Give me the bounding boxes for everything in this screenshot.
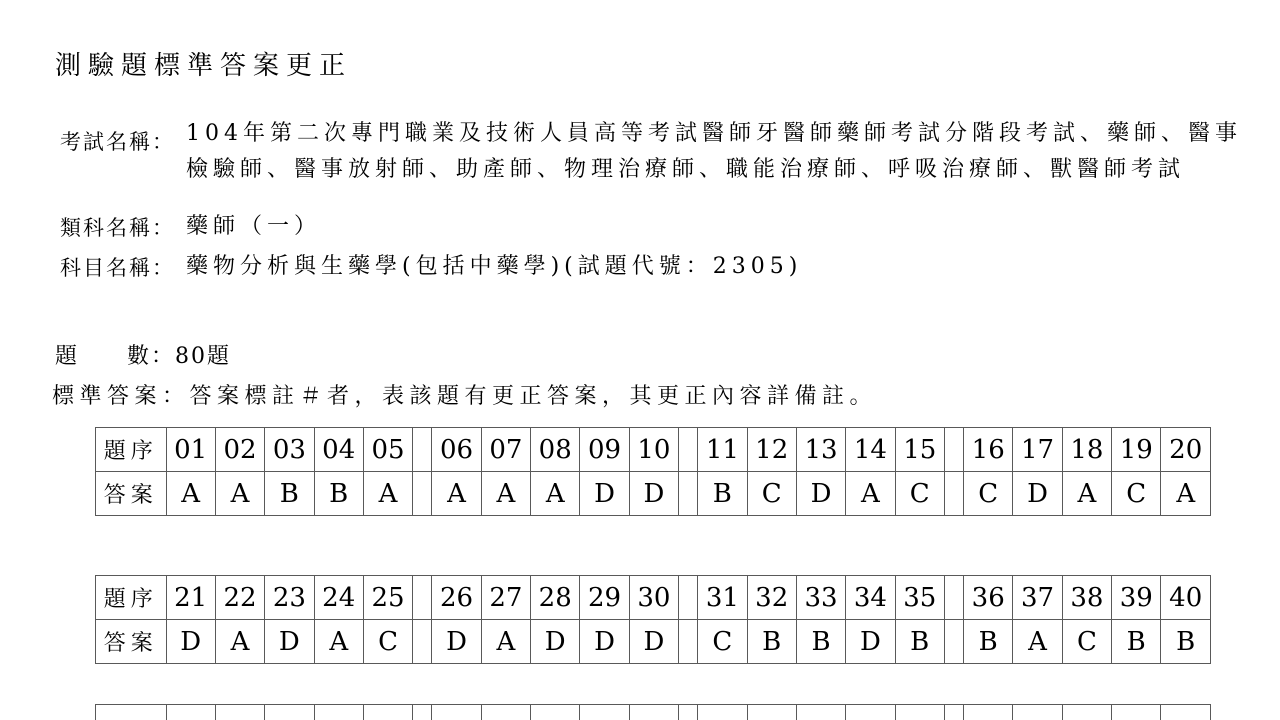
- question-number-cell: [796, 705, 845, 720]
- question-number-cell: [964, 705, 1013, 720]
- question-number-cell: 20: [1161, 428, 1211, 472]
- group-spacer: [944, 428, 963, 472]
- question-number-cell: 28: [531, 576, 580, 620]
- question-number-cell: [1062, 705, 1111, 720]
- question-number-cell: 29: [580, 576, 629, 620]
- question-number-cell: [846, 705, 895, 720]
- question-number-cell: 23: [265, 576, 314, 620]
- question-row-label: 題序: [96, 428, 167, 472]
- question-number-cell: [265, 705, 314, 720]
- answer-cell: C: [747, 472, 796, 516]
- question-number-cell: [698, 705, 747, 720]
- question-number-cell: 13: [796, 428, 845, 472]
- group-spacer: [413, 620, 432, 664]
- question-number-cell: [363, 705, 412, 720]
- question-number-cell: 02: [215, 428, 264, 472]
- question-number-cell: 37: [1013, 576, 1062, 620]
- group-spacer: [413, 705, 432, 720]
- answer-row-label: 答案: [96, 472, 167, 516]
- group-spacer: [679, 576, 698, 620]
- answer-cell: D: [580, 472, 629, 516]
- group-spacer: [413, 472, 432, 516]
- question-number-cell: 19: [1112, 428, 1161, 472]
- question-number-cell: [432, 705, 481, 720]
- question-number-cell: 11: [698, 428, 747, 472]
- answer-cell: B: [265, 472, 314, 516]
- group-spacer: [679, 620, 698, 664]
- answer-cell: A: [531, 472, 580, 516]
- question-number-row: [96, 428, 1211, 472]
- question-number-cell: 05: [363, 428, 412, 472]
- answer-cell: D: [432, 620, 481, 664]
- answer-cell: D: [531, 620, 580, 664]
- category-name-value: 藥師（一）: [186, 214, 322, 239]
- question-number-cell: 01: [166, 428, 215, 472]
- question-count-label: 題 數：: [55, 344, 176, 369]
- question-number-cell: [747, 705, 796, 720]
- answer-cell: D: [166, 620, 215, 664]
- question-number-cell: 09: [580, 428, 629, 472]
- answer-cell: B: [747, 620, 796, 664]
- question-number-cell: [481, 705, 530, 720]
- group-spacer: [944, 576, 963, 620]
- answer-cell: D: [846, 620, 895, 664]
- question-number-cell: [1112, 705, 1161, 720]
- question-number-cell: 22: [215, 576, 264, 620]
- question-number-cell: 10: [629, 428, 678, 472]
- group-spacer: [413, 428, 432, 472]
- question-number-cell: 25: [363, 576, 412, 620]
- question-row-label: [96, 705, 167, 720]
- question-number-cell: [629, 705, 678, 720]
- answer-cell: D: [629, 620, 678, 664]
- question-number-cell: 12: [747, 428, 796, 472]
- group-spacer: [679, 428, 698, 472]
- answer-row-label: 答案: [96, 620, 167, 664]
- question-number-cell: [215, 705, 264, 720]
- question-number-cell: 16: [964, 428, 1013, 472]
- question-number-cell: [1013, 705, 1062, 720]
- page-title: 測驗題標準答案更正: [55, 51, 353, 81]
- answer-cell: A: [846, 472, 895, 516]
- standard-answer-note-text: 答案標註＃者，表該題有更正答案，其更正內容詳備註。: [189, 384, 878, 409]
- answer-cell: A: [1062, 472, 1111, 516]
- answer-cell: A: [363, 472, 412, 516]
- question-number-cell: 30: [629, 576, 678, 620]
- answer-table-2: [95, 575, 1211, 664]
- answer-cell: B: [314, 472, 363, 516]
- question-number-cell: 06: [432, 428, 481, 472]
- standard-answer-note-row: [52, 379, 877, 410]
- exam-name-value-line2: 檢驗師、醫事放射師、助產師、物理治療師、職能治療師、呼吸治療師、獸醫師考試: [186, 157, 1186, 182]
- subject-name-value: 藥物分析與生藥學(包括中藥學)(試題代號：2305): [186, 254, 803, 279]
- question-count-value: 80題: [175, 344, 232, 369]
- question-number-cell: 39: [1112, 576, 1161, 620]
- answer-cell: A: [1161, 472, 1211, 516]
- question-number-cell: 17: [1013, 428, 1062, 472]
- answer-cell: A: [481, 472, 530, 516]
- group-spacer: [944, 705, 963, 720]
- question-number-cell: 03: [265, 428, 314, 472]
- group-spacer: [944, 620, 963, 664]
- answer-table-1: [95, 427, 1211, 516]
- question-number-cell: 36: [964, 576, 1013, 620]
- question-number-cell: 40: [1161, 576, 1211, 620]
- question-row-label: 題序: [96, 576, 167, 620]
- question-number-row: [96, 576, 1211, 620]
- question-number-cell: [314, 705, 363, 720]
- answer-cell: B: [1161, 620, 1211, 664]
- question-number-cell: [895, 705, 944, 720]
- question-number-cell: 15: [895, 428, 944, 472]
- answer-cell: A: [215, 620, 264, 664]
- answer-cell: B: [796, 620, 845, 664]
- answer-cell: A: [314, 620, 363, 664]
- answer-cell: B: [964, 620, 1013, 664]
- question-number-cell: [531, 705, 580, 720]
- question-count-row: [55, 339, 231, 370]
- question-number-cell: 07: [481, 428, 530, 472]
- category-name-label: 類科名稱：: [60, 216, 175, 240]
- answer-cell: D: [796, 472, 845, 516]
- question-number-cell: 24: [314, 576, 363, 620]
- answer-cell: A: [481, 620, 530, 664]
- answer-row: [96, 472, 1211, 516]
- answer-cell: D: [580, 620, 629, 664]
- group-spacer: [413, 576, 432, 620]
- question-number-cell: 26: [432, 576, 481, 620]
- answer-cell: A: [1013, 620, 1062, 664]
- question-number-cell: 21: [166, 576, 215, 620]
- answer-cell: C: [964, 472, 1013, 516]
- question-number-cell: 27: [481, 576, 530, 620]
- standard-answer-note-label: 標準答案：: [52, 384, 190, 409]
- answer-table-3-partial: [95, 704, 1211, 720]
- question-number-row: [96, 705, 1211, 720]
- answer-cell: C: [895, 472, 944, 516]
- subject-name-label: 科目名稱：: [60, 256, 175, 280]
- question-number-cell: 34: [846, 576, 895, 620]
- question-number-cell: 04: [314, 428, 363, 472]
- answer-cell: C: [698, 620, 747, 664]
- question-number-cell: 31: [698, 576, 747, 620]
- question-number-cell: 18: [1062, 428, 1111, 472]
- question-number-cell: [1161, 705, 1211, 720]
- question-number-cell: 33: [796, 576, 845, 620]
- question-number-cell: [580, 705, 629, 720]
- question-number-cell: [166, 705, 215, 720]
- answer-row: [96, 620, 1211, 664]
- answer-cell: B: [1112, 620, 1161, 664]
- answer-cell: C: [363, 620, 412, 664]
- answer-cell: C: [1112, 472, 1161, 516]
- answer-cell: B: [698, 472, 747, 516]
- question-number-cell: 38: [1062, 576, 1111, 620]
- answer-cell: D: [629, 472, 678, 516]
- group-spacer: [944, 472, 963, 516]
- answer-cell: C: [1062, 620, 1111, 664]
- question-number-cell: 14: [846, 428, 895, 472]
- answer-cell: A: [166, 472, 215, 516]
- group-spacer: [679, 472, 698, 516]
- answer-cell: B: [895, 620, 944, 664]
- group-spacer: [679, 705, 698, 720]
- exam-name-value-line1: 104年第二次專門職業及技術人員高等考試醫師牙醫師藥師考試分階段考試、藥師、醫事: [186, 121, 1242, 146]
- answer-cell: D: [265, 620, 314, 664]
- answer-cell: D: [1013, 472, 1062, 516]
- answer-cell: A: [215, 472, 264, 516]
- question-number-cell: 35: [895, 576, 944, 620]
- question-number-cell: 32: [747, 576, 796, 620]
- exam-name-label: 考試名稱：: [60, 130, 175, 154]
- answer-cell: A: [432, 472, 481, 516]
- question-number-cell: 08: [531, 428, 580, 472]
